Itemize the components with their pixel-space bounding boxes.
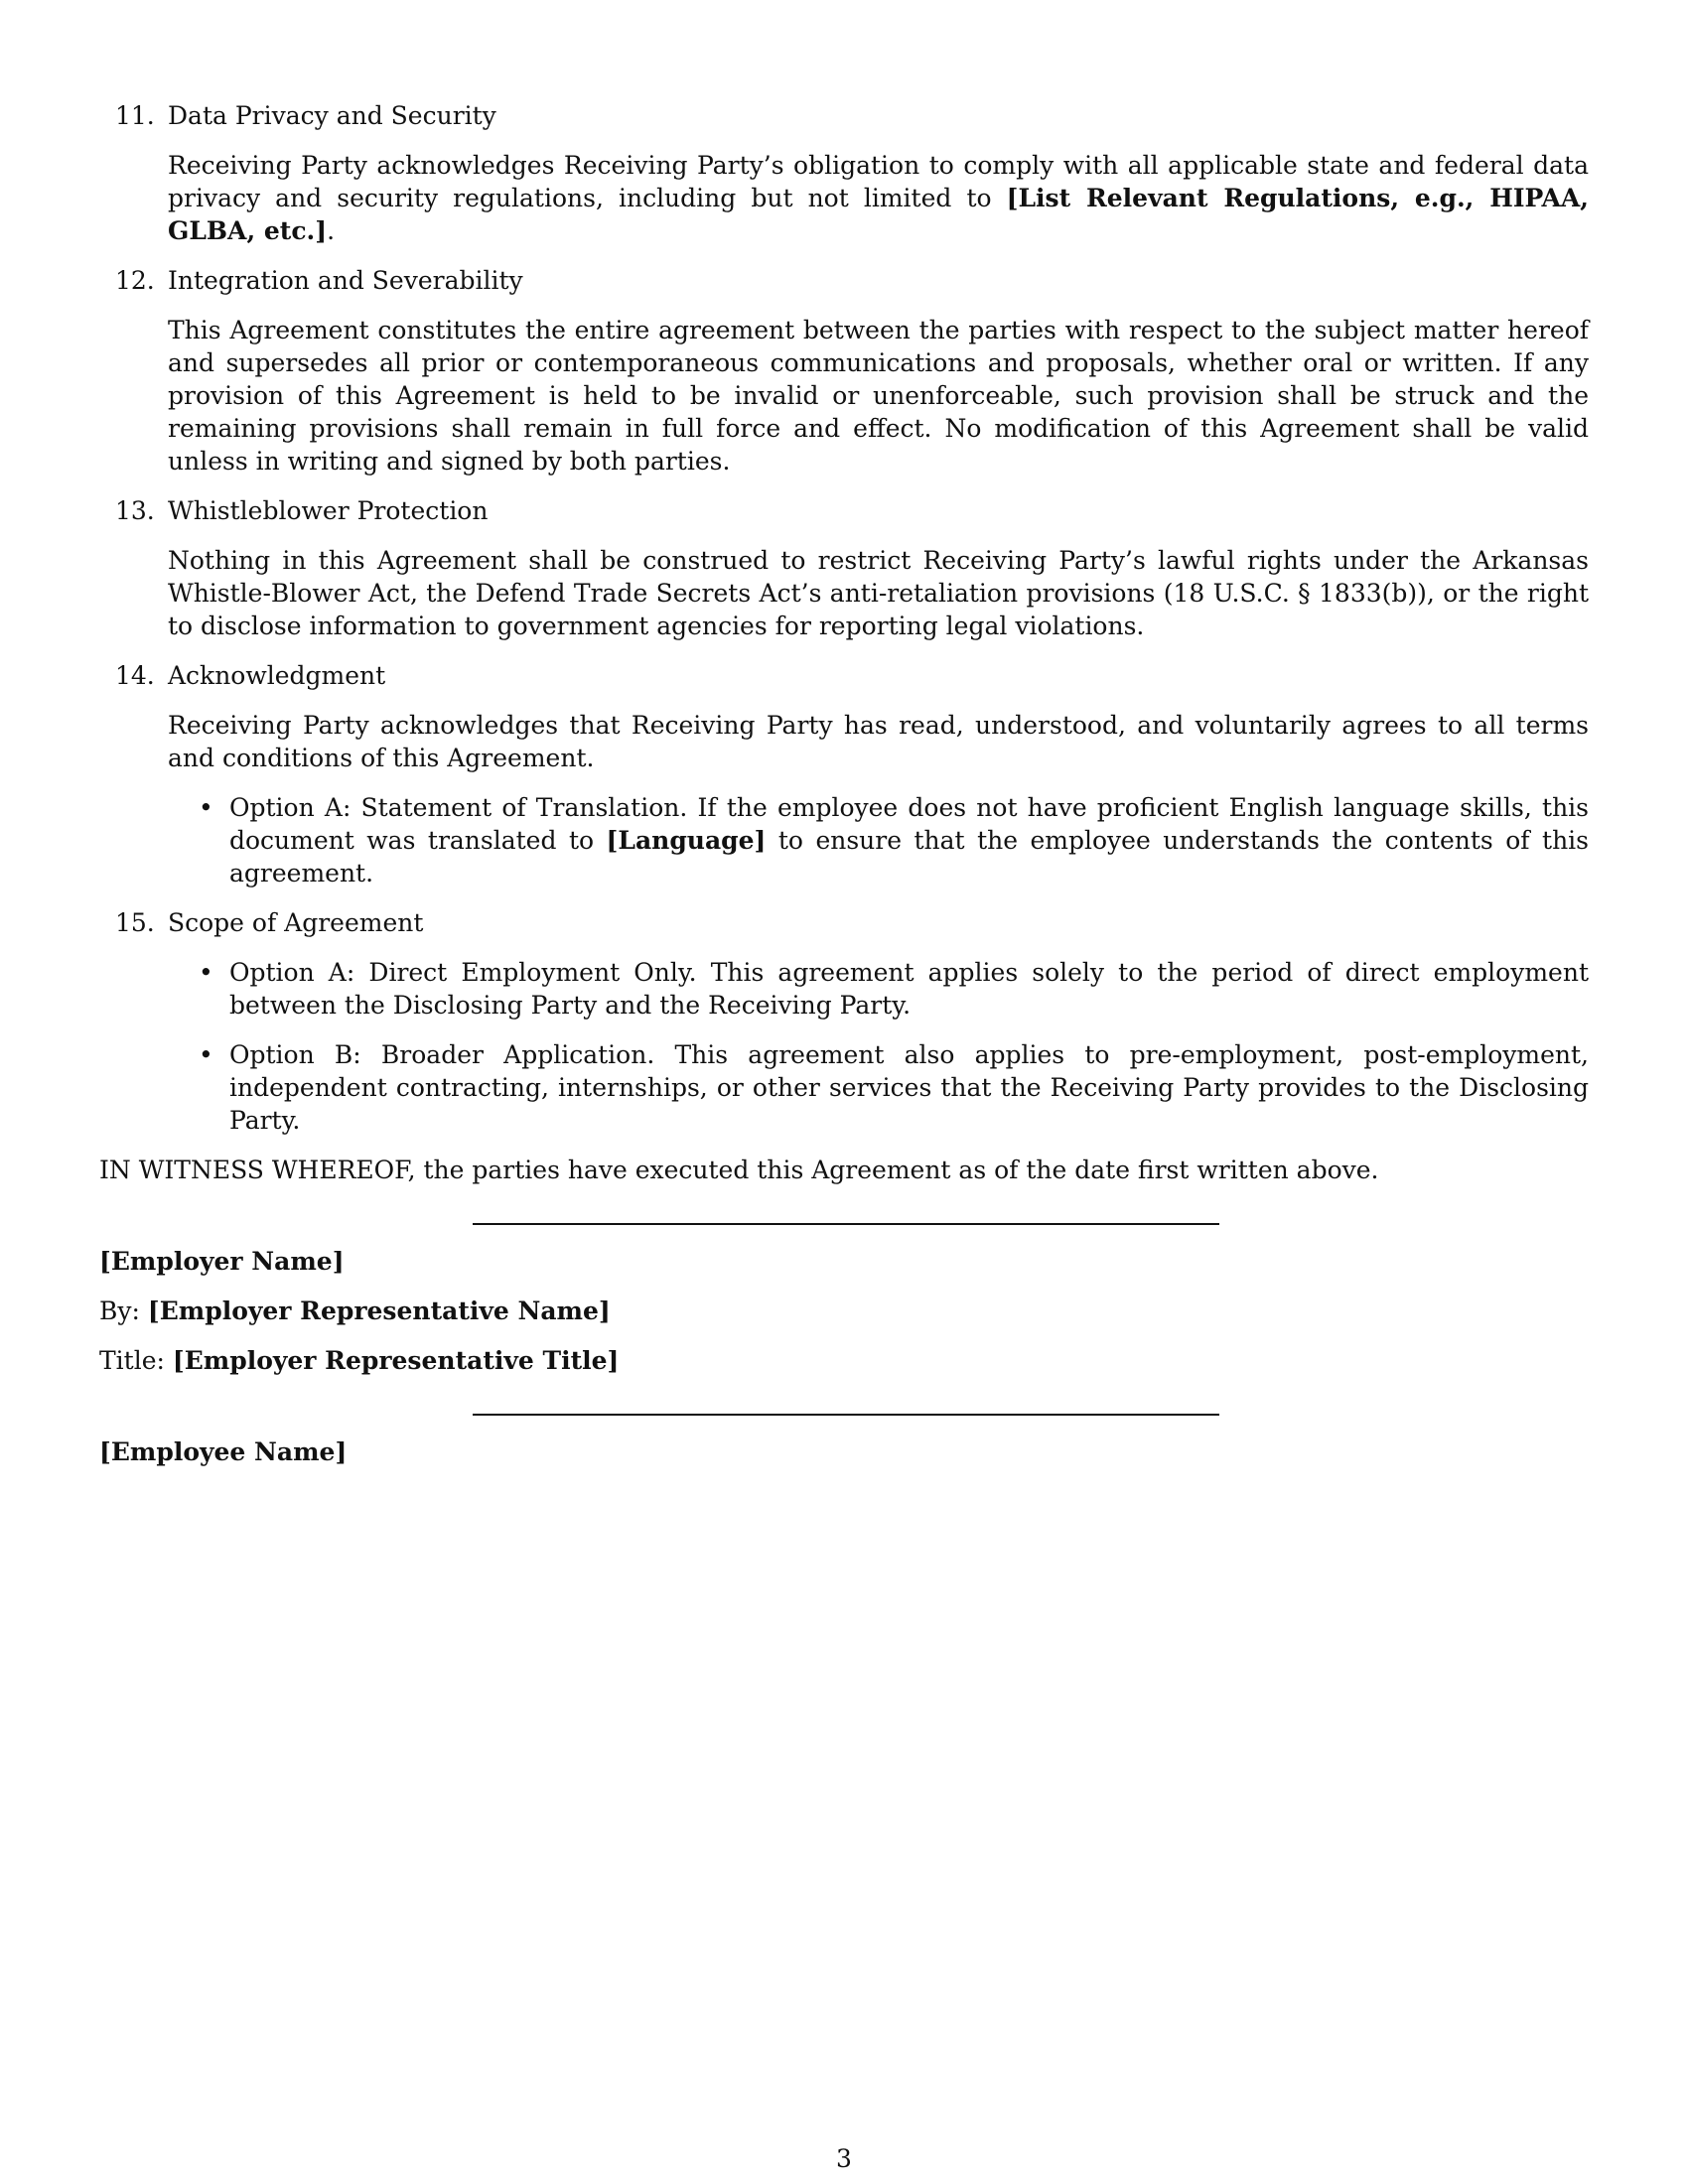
list-item (99, 956, 1589, 1022)
section-12 (99, 264, 1589, 478)
section-body-end: . (327, 216, 336, 245)
section-number: 13. (115, 496, 155, 525)
section-13 (99, 494, 1589, 642)
bullet-icon: • (199, 1040, 213, 1069)
section-number: 15. (115, 908, 155, 937)
section-title: Data Privacy and Security (168, 101, 496, 130)
section-11 (99, 99, 1589, 247)
section-body: Nothing in this Agreement shall be construed to restrict Receiving Party’s lawful rights under the Arkansas Whistle-Blower Act, the Defend Trade Secrets Act’s anti-retaliation provisions (18 U.S.C. § 1833(b)), or the right to disclose information to government agencies for reporting legal violations. (168, 546, 1589, 640)
employer-signature-line (473, 1223, 1219, 1225)
employer-title (99, 1344, 1589, 1377)
section-14 (99, 659, 1589, 889)
document-page (99, 99, 1589, 1485)
section-title: Integration and Severability (168, 266, 523, 295)
section-body (99, 149, 1589, 247)
section-title: Scope of Agreement (168, 908, 424, 937)
section-number: 11. (115, 101, 155, 130)
section-heading (99, 906, 1589, 939)
by-label: By: (99, 1297, 148, 1325)
employer-representative (99, 1295, 1589, 1327)
section-heading (99, 99, 1589, 132)
section-body: This Agreement constitutes the entire agreement between the parties with respect to the subject matter hereof and supersedes all prior or contemporaneous communications and proposals, whether oral or written. If any provision of this Agreement is held to be invalid or unenforceable, such provision shall be struck and the remaining provisions shall remain in full force and effect. No modification of this Agreement shall be valid unless in writing and signed by both parties. (168, 316, 1589, 476)
placeholder-regulations: [List Relevant Regulations, e.g., HIPAA, GLBA, etc.] (168, 184, 1590, 245)
employer-representative-name: [Employer Representative Name] (147, 1297, 611, 1325)
list-item (99, 1038, 1589, 1137)
witness-statement: IN WITNESS WHEREOF, the parties have executed this Agreement as of the date first written above. (99, 1156, 1379, 1184)
section-title: Whistleblower Protection (168, 496, 489, 525)
section-number: 14. (115, 661, 155, 690)
bullet-text-end: to ensure that the employee understands the contents of this agreement. (229, 826, 1589, 887)
section-title: Acknowledgment (168, 661, 386, 690)
bullet-icon: • (199, 958, 213, 987)
title-label: Title: (99, 1346, 173, 1375)
section-heading (99, 494, 1589, 527)
employer-representative-title: [Employer Representative Title] (172, 1346, 620, 1375)
section-heading (99, 659, 1589, 692)
section-body-text: Receiving Party acknowledges Receiving Party’s obligation to comply with all applicable state and federal data privacy and security regulations, including but not limited to (168, 151, 1589, 212)
bullet-text: Option B: Broader Application. This agreement also applies to pre-employment, post-employment, independent contracting, internships, or other services that the Receiving Party provides to the Disclosing Party. (229, 1040, 1589, 1135)
employee-signature-line (473, 1414, 1219, 1416)
page-number: 3 (836, 2144, 852, 2173)
placeholder-language: [Language] (606, 826, 767, 855)
bullet-text: Option A: Direct Employment Only. This agreement applies solely to the period of direct employment between the Disclosing Party and the Receiving Party. (229, 958, 1589, 1020)
bullet-text: Option A: Statement of Translation. If the employee does not have proficient English language skills, this document was translated to (229, 793, 1589, 855)
employer-signature-block (99, 1245, 1589, 1377)
employee-signature-block (99, 1435, 1589, 1468)
employee-name: [Employee Name] (99, 1437, 348, 1466)
section-heading (99, 264, 1589, 297)
section-15 (99, 906, 1589, 1137)
bullet-list (99, 956, 1589, 1137)
list-item (99, 791, 1589, 889)
section-number: 12. (115, 266, 155, 295)
section-body: Receiving Party acknowledges that Receiving Party has read, understood, and voluntarily agrees to all terms and conditions of this Agreement. (168, 711, 1589, 772)
bullet-icon: • (199, 793, 213, 822)
employer-name: [Employer Name] (99, 1247, 345, 1276)
bullet-list (99, 791, 1589, 889)
